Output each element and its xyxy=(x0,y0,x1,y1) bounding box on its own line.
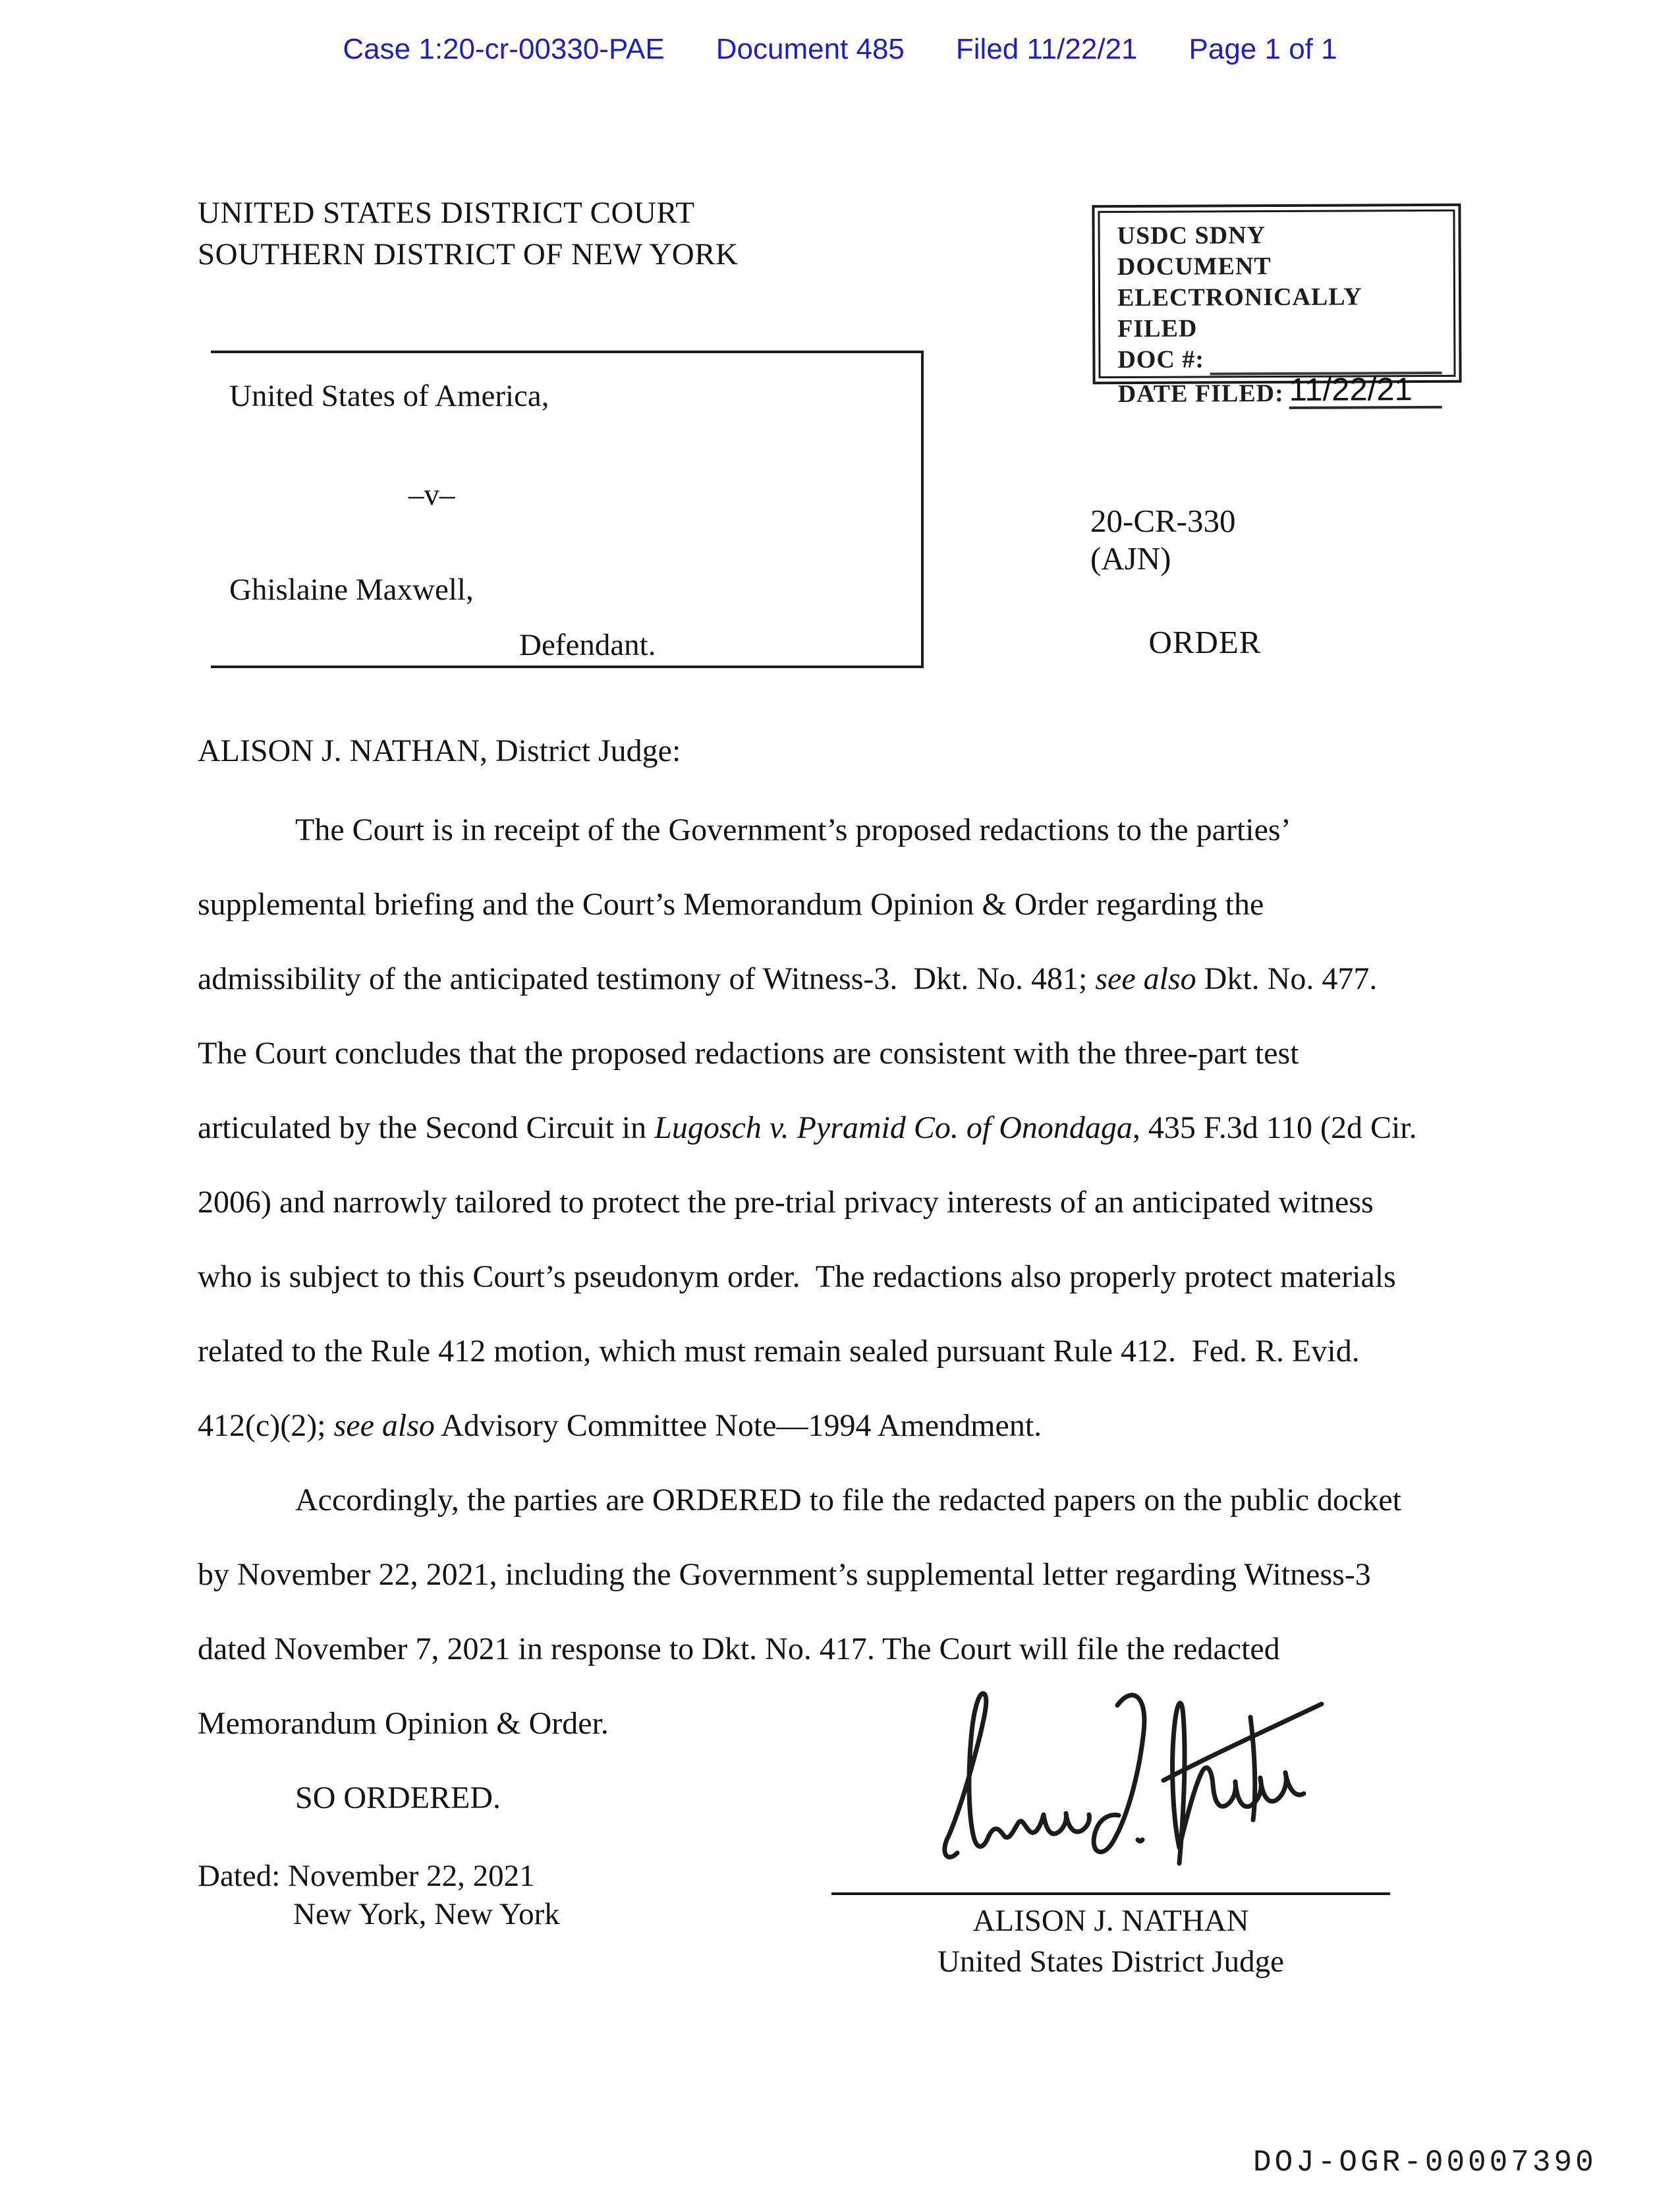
dated-date-line: Dated: November 22, 2021 xyxy=(198,1859,535,1893)
body-line: admissibility of the anticipated testimony of Witness-3. Dkt. No. 481; see also Dkt. No. 477. xyxy=(198,961,1378,996)
stamp-electronically-filed-line: ELECTRONICALLY FILED xyxy=(1117,283,1362,343)
ecf-filed-date: Filed 11/22/21 xyxy=(955,33,1138,65)
dated-place-line: New York, New York xyxy=(293,1897,560,1931)
body-line: dated November 7, 2021 in response to Dkt. No. 417. The Court will file the redacted xyxy=(198,1631,1280,1666)
judge-name: ALISON J. NATHAN xyxy=(972,1904,1249,1938)
signature-block xyxy=(831,1892,1390,1982)
order-title: ORDER xyxy=(1148,624,1262,660)
stamp-usdc-line: USDC SDNY xyxy=(1117,221,1266,250)
ecf-header xyxy=(0,33,1680,66)
body-line: The Court concludes that the proposed redactions are consistent with the three-part test xyxy=(198,1036,1299,1071)
stamp-document-line: DOCUMENT xyxy=(1117,252,1272,281)
caption-right-column xyxy=(1090,502,1320,661)
dated-block xyxy=(198,1857,560,1933)
body-line: 2006) and narrowly tailored to protect the pre-trial privacy interests of an anticipated witness xyxy=(198,1185,1374,1220)
body-line: Accordingly, the parties are ORDERED to file the redacted papers on the public docket xyxy=(295,1483,1401,1517)
court-heading xyxy=(198,192,739,275)
body-line: The Court is in receipt of the Government’s proposed redactions to the parties’ xyxy=(295,812,1291,847)
bates-number: DOJ-OGR-00007390 xyxy=(1253,2145,1597,2180)
court-district-line: SOUTHERN DISTRICT OF NEW YORK xyxy=(198,237,739,271)
judge-signature xyxy=(921,1674,1330,1878)
body-line: who is subject to this Court’s pseudonym order. The redactions also properly protect materials xyxy=(198,1259,1396,1294)
stamp-date-label: DATE FILED: xyxy=(1117,379,1284,409)
stamp-date-filed-row xyxy=(1118,374,1442,410)
ecf-page-count: Page 1 of 1 xyxy=(1189,33,1337,65)
body-line: Memorandum Opinion & Order. xyxy=(198,1706,609,1741)
order-body xyxy=(198,812,1535,1854)
body-line: supplemental briefing and the Court’s Memorandum Opinion & Order regarding the xyxy=(198,887,1264,922)
so-ordered-line: SO ORDERED. xyxy=(295,1780,501,1815)
caption-defendant-label: Defendant. xyxy=(519,628,656,662)
efiling-stamp xyxy=(1092,204,1461,409)
caption-plaintiff: United States of America, xyxy=(229,379,549,413)
caption-versus: –v– xyxy=(408,478,455,512)
body-line: articulated by the Second Circuit in Lugosch v. Pyramid Co. of Onondaga, 435 F.3d 110 (2d Cir. xyxy=(198,1110,1417,1145)
body-line: by November 22, 2021, including the Government’s supplemental letter regarding Witness-3 xyxy=(198,1557,1371,1592)
case-caption-box xyxy=(211,351,924,668)
ecf-case-number: Case 1:20-cr-00330-PAE xyxy=(343,33,665,65)
caption-defendant-name: Ghislaine Maxwell, xyxy=(229,573,474,607)
body-line: 412(c)(2); see also Advisory Committee Note—1994 Amendment. xyxy=(198,1408,1042,1443)
ecf-document-number: Document 485 xyxy=(715,33,905,65)
stamp-doc-number-row xyxy=(1117,343,1442,376)
body-line: related to the Rule 412 motion, which must remain sealed pursuant Rule 412. Fed. R. Evid. xyxy=(198,1334,1360,1369)
stamp-date-value: 11/22/21 xyxy=(1289,372,1413,408)
case-number: 20-CR-330 (AJN) xyxy=(1090,503,1236,577)
stamp-doc-label: DOC #: xyxy=(1117,345,1205,374)
judge-title: United States District Judge xyxy=(937,1944,1285,1979)
efiling-stamp-inner xyxy=(1098,210,1455,409)
stamp-date-line xyxy=(1289,374,1442,409)
judge-intro-line: ALISON J. NATHAN, District Judge: xyxy=(198,733,681,768)
court-name-line: UNITED STATES DISTRICT COURT xyxy=(198,196,695,230)
